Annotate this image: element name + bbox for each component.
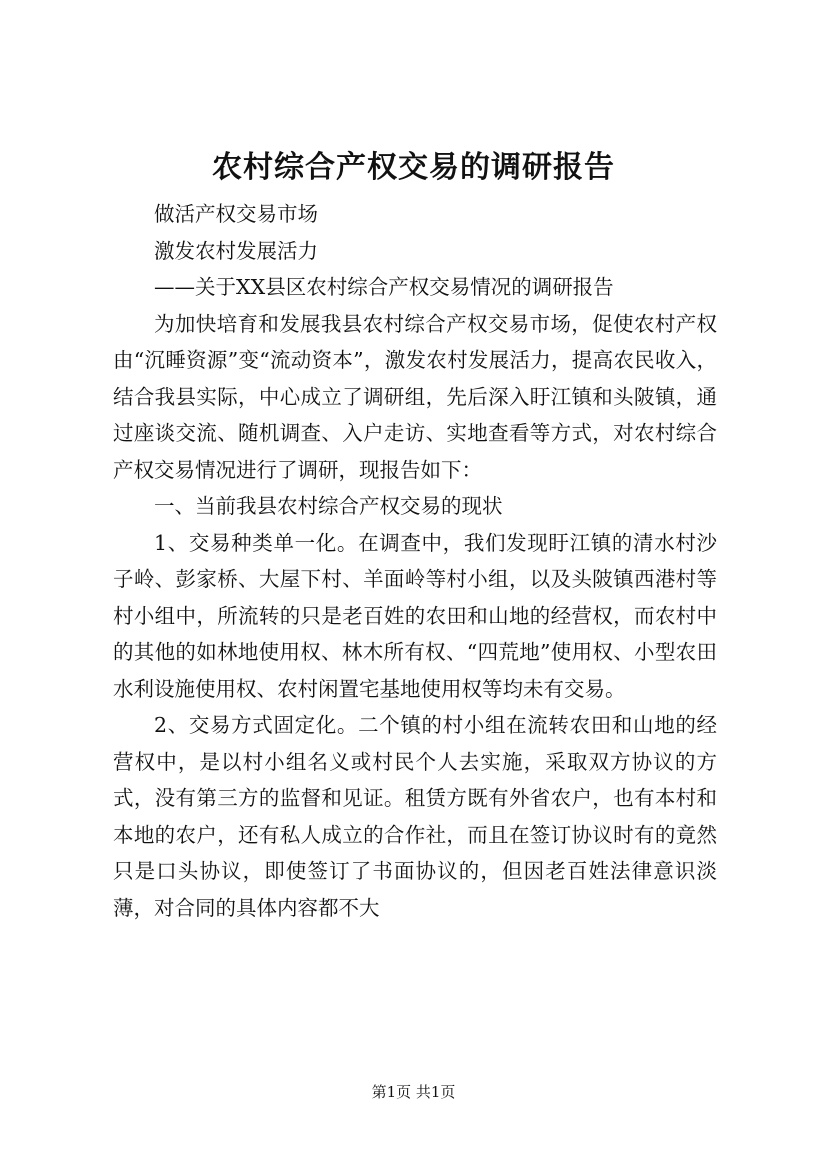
paragraph-item-2: 2、交易方式固定化。二个镇的村小组在流转农田和山地的经营权中，是以村小组名义或村民个人去实施，采取双方协议的方式，没有第三方的监督和见证。租赁方既有外省农户，也有本村和本地的农户，还有私人成立的合作社，而且在签订协议时有的竟然只是口头协议，即使签订了书面协议的，但因老百姓法律意识淡薄，对合同的具体内容都不大 — [113, 713, 717, 920]
section-heading: 一、当前我县农村综合产权交易的现状 — [154, 494, 503, 518]
paragraph-item-1: 1、交易种类单一化。在调查中，我们发现盱江镇的清水村沙子岭、彭家桥、大屋下村、羊面岭等村小组，以及头陂镇西港村等村小组中，所流转的只是老百姓的农田和山地的经营权，而农村中的其他的如林地使用权、林木所有权、“四荒地”使用权、小型农田水利设施使用权、农村闲置宅基地使用权等均未有交易。 — [113, 530, 717, 701]
intro-paragraph: 为加快培育和发展我县农村综合产权交易市场，促使农村产权由“沉睡资源”变“流动资本”，激发农村发展活力，提高农民收入，结合我县实际，中心成立了调研组，先后深入盱江镇和头陂镇，通过座谈交流、随机调查、入户走访、实地查看等方式，对农村综合产权交易情况进行了调研，现报告如下： — [113, 311, 717, 482]
document-body — [113, 196, 717, 926]
subtitle-line-1: 做活产权交易市场 — [154, 202, 318, 226]
subtitle-line-3: ——关于XX县区农村综合产权交易情况的调研报告 — [154, 275, 614, 299]
subtitle-line-2: 激发农村发展活力 — [154, 238, 318, 263]
page-footer: 第1页 共1页 — [371, 1083, 456, 1101]
document-title: 农村综合产权交易的调研报告 — [212, 150, 615, 185]
